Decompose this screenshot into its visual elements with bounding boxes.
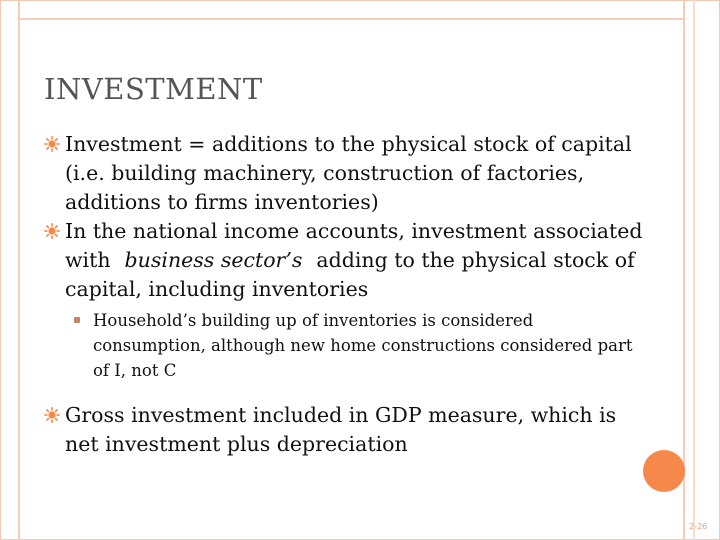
decorative-line-right-outer — [693, 0, 695, 540]
bullet-item — [44, 401, 644, 459]
sub-bullet-item — [44, 308, 644, 383]
sub-bullet-text: Household’s building up of inventories is considered consumption, although new home constructions considered part of I, not C — [93, 311, 633, 380]
slide-body — [44, 130, 644, 459]
decorative-line-left — [18, 0, 20, 540]
bullet-text: Investment = additions to the physical stock of capital (i.e. building machinery, construction of factories, additions to firms inventories) — [65, 132, 632, 214]
page-number: 2-26 — [689, 522, 708, 531]
slide-title: INVESTMENT — [44, 72, 263, 106]
bullet-item — [44, 217, 644, 304]
bullet-text-start: In the national income accounts, investment associated with — [65, 219, 643, 272]
sun-bullet-icon — [44, 223, 60, 239]
decorative-line-right — [683, 0, 685, 540]
bullet-item — [44, 130, 644, 217]
sun-bullet-icon — [44, 407, 60, 423]
decorative-orange-circle — [643, 450, 685, 492]
decorative-line-top — [18, 18, 685, 20]
sun-bullet-icon — [44, 136, 60, 152]
bullet-text-end: adding to the physical stock of capital, including inventories — [65, 248, 635, 301]
bullet-text: Gross investment included in GDP measure, which is net investment plus depreciation — [65, 403, 617, 456]
square-bullet-icon — [74, 317, 80, 323]
bullet-text-emphasis: business sector’s — [124, 248, 303, 272]
